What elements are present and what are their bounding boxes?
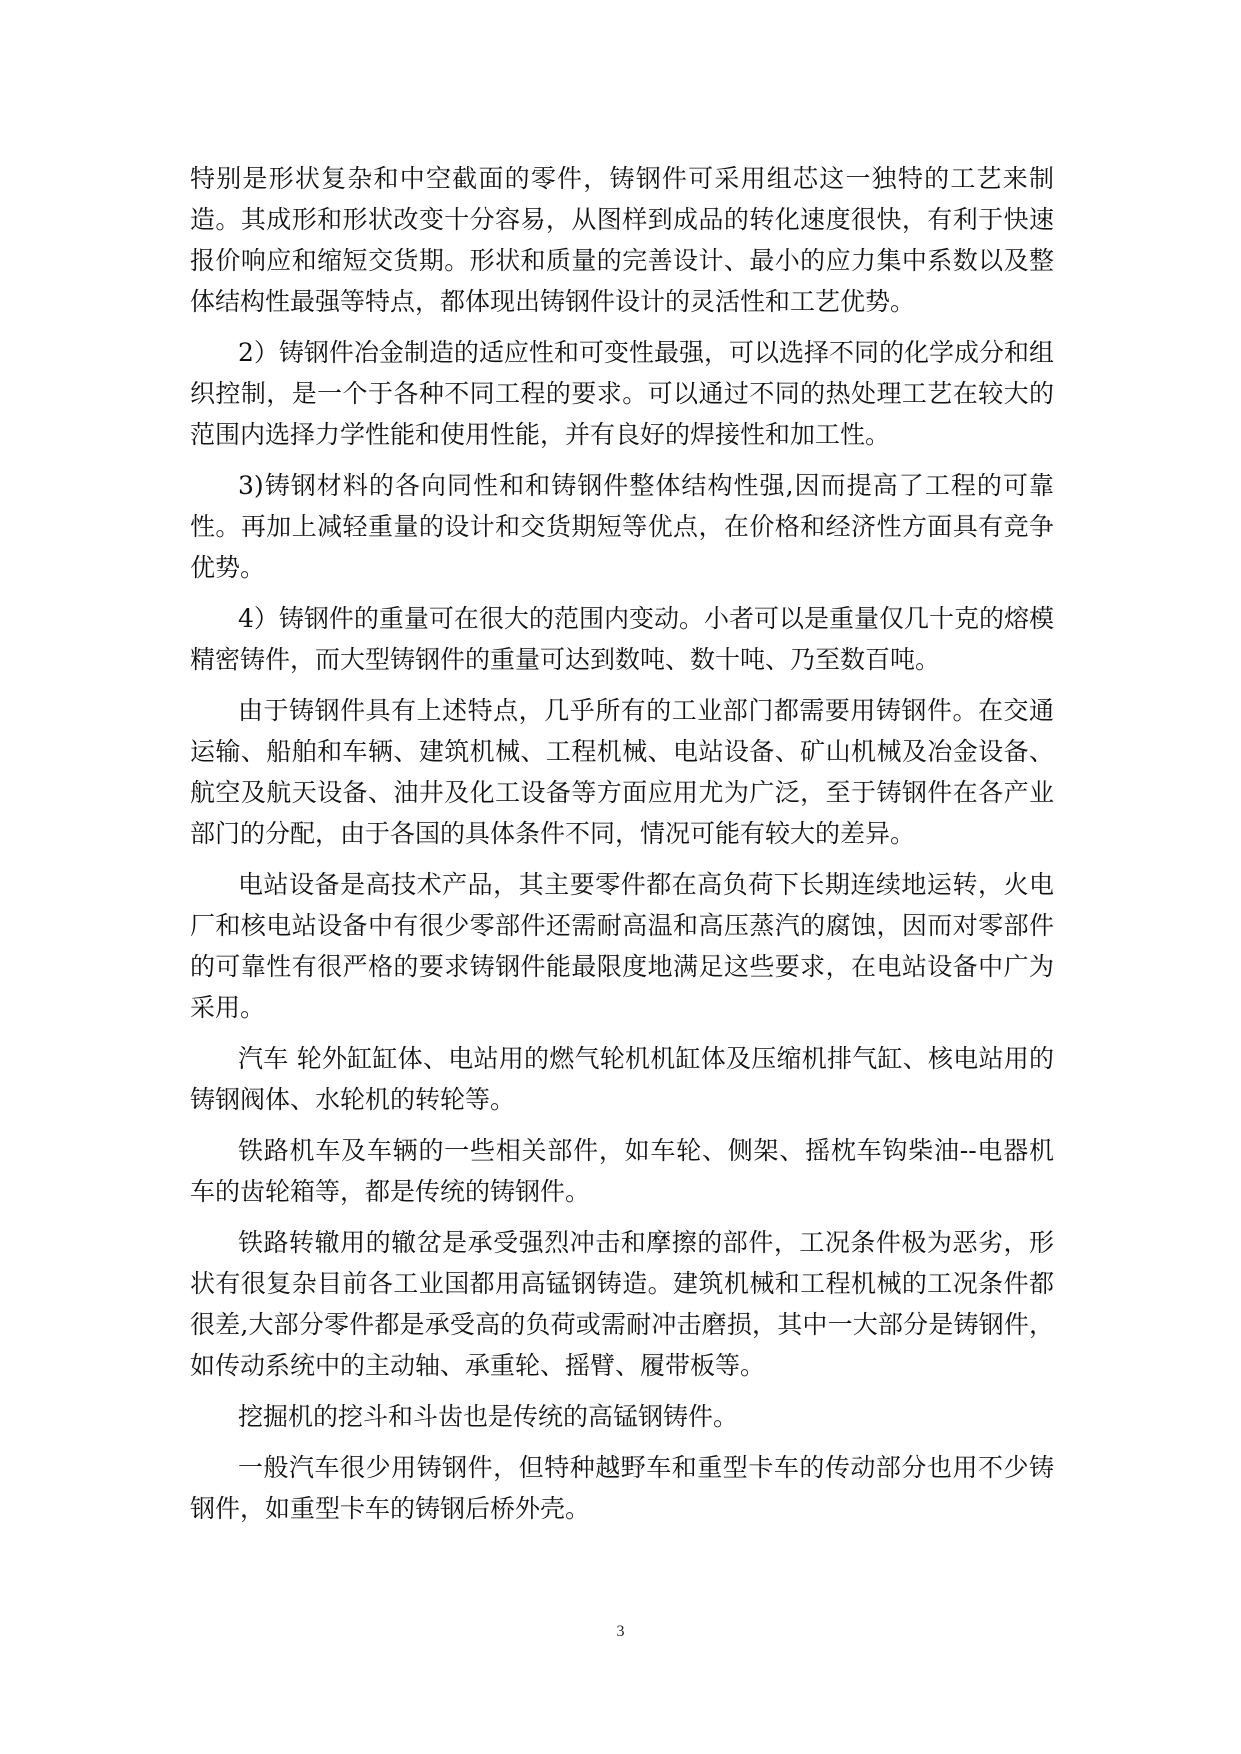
paragraph-11: 一般汽车很少用铸钢件，但特种越野车和重型卡车的传动部分也用不少铸钢件，如重型卡车的铸钢后桥外壳。 (190, 1453, 1054, 1523)
page-number: 3 (616, 1623, 625, 1640)
paragraph-4: 4）铸钢件的重量可在很大的范围内变动。小者可以是重量仅几十克的熔模精密铸件，而大型铸钢件的重量可达到数吨、数十吨、乃至数百吨。 (190, 604, 1054, 674)
paragraph-5: 由于铸钢件具有上述特点，几乎所有的工业部门都需要用铸钢件。在交通运输、船舶和车辆、建筑机械、工程机械、电站设备、矿山机械及冶金设备、航空及航天设备、油井及化工设备等方面应用尤为广泛，至于铸钢件在各产业部门的分配，由于各国的具体条件不同，情况可能有较大的差异。 (190, 696, 1054, 848)
paragraph-9: 铁路转辙用的辙岔是承受强烈冲击和摩擦的部件，工况条件极为恶劣，形状有很复杂目前各工业国都用高锰钢铸造。建筑机械和工程机械的工况条件都很差,大部分零件都是承受高的负荷或需耐冲击磨损，其中一大部分是铸钢件，如传动系统中的主动轴、承重轮、摇臂、履带板等。 (190, 1228, 1054, 1380)
paragraph-10: 挖掘机的挖斗和斗齿也是传统的高锰钢铸件。 (238, 1402, 739, 1431)
paragraph-1: 特别是形状复杂和中空截面的零件，铸钢件可采用组芯这一独特的工艺来制造。其成形和形状改变十分容易，从图样到成品的转化速度很快，有利于快速报价响应和缩短交货期。形状和质量的完善设计、最小的应力集中系数以及整体结构性最强等特点，都体现出铸钢件设计的灵活性和工艺优势。 (190, 164, 1054, 316)
paragraph-2: 2）铸钢件冶金制造的适应性和可变性最强，可以选择不同的化学成分和组织控制，是一个于各种不同工程的要求。可以通过不同的热处理工艺在较大的范围内选择力学性能和使用性能，并有良好的焊接性和加工性。 (190, 338, 1054, 449)
paragraph-3: 3)铸钢材料的各向同性和和铸钢件整体结构性强,因而提高了工程的可靠性。再加上减轻重量的设计和交货期短等优点，在价格和经济性方面具有竞争优势。 (190, 471, 1054, 582)
body-text (190, 158, 1054, 1539)
paragraph-7: 汽车 轮外缸缸体、电站用的燃气轮机机缸体及压缩机排气缸、核电站用的铸钢阀体、水轮机的转轮等。 (190, 1044, 1054, 1114)
paragraph-6: 电站设备是高技术产品，其主要零件都在高负荷下长期连续地运转，火电厂和核电站设备中有很少零部件还需耐高温和高压蒸汽的腐蚀，因而对零部件的可靠性有很严格的要求铸钢件能最限度地满足这些要求，在电站设备中广为采用。 (190, 870, 1054, 1022)
paragraph-8: 铁路机车及车辆的一些相关部件，如车轮、侧架、摇枕车钩柴油--电器机车的齿轮箱等，都是传统的铸钢件。 (190, 1136, 1054, 1206)
